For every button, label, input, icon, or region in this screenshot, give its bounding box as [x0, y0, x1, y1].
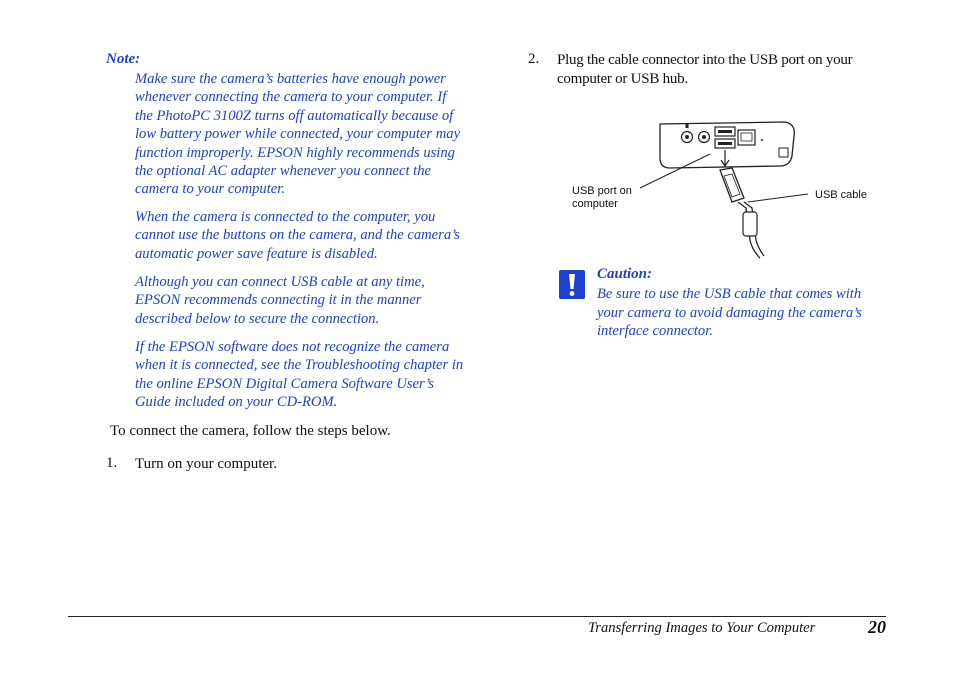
intro-text: To connect the camera, follow the steps below. — [110, 423, 391, 439]
note-paragraph-4: If the EPSON software does not recognize the camera when it is connected, see the Troubleshooting chapter in the online EPSON Digital Camera Software User’s Guide included on your CD-ROM. — [135, 339, 464, 411]
usb-cable-label: USB cable — [815, 189, 867, 201]
note-paragraph-2: When the camera is connected to the computer, you cannot use the buttons on the camera, and the camera’s automatic power save feature is disabled. — [135, 209, 460, 262]
exclamation-icon — [559, 270, 585, 299]
caution-text: Be sure to use the USB cable that comes with your camera to avoid damaging the camera’s interface connector. — [597, 286, 862, 340]
usb-port-label: USB port on computer — [572, 185, 632, 210]
step-2-text: Plug the cable connector into the USB port on your computer or USB hub. — [557, 52, 853, 87]
step-1-number: 1. — [106, 455, 118, 471]
note-paragraph-3: Although you can connect USB cable at any time, EPSON recommends connecting it in the manner described below to secure the connection. — [135, 274, 425, 327]
step-1-text: Turn on your computer. — [135, 456, 277, 472]
step-2-number: 2. — [528, 51, 540, 67]
note-paragraph-1: Make sure the camera’s batteries have enough power whenever connecting the camera to your computer. If the PhotoPC 3100Z turns off automatically because of low battery power while connected, your computer may function improperly. EPSON highly recommends using the optional AC adapter whenever you connect the camera to your computer. — [135, 71, 461, 198]
page-number: 20 — [868, 617, 886, 637]
caution-title: Caution: — [597, 266, 653, 282]
footer-divider — [68, 616, 886, 617]
footer-title: Transferring Images to Your Computer — [588, 620, 816, 636]
note-title: Note: — [106, 51, 141, 67]
